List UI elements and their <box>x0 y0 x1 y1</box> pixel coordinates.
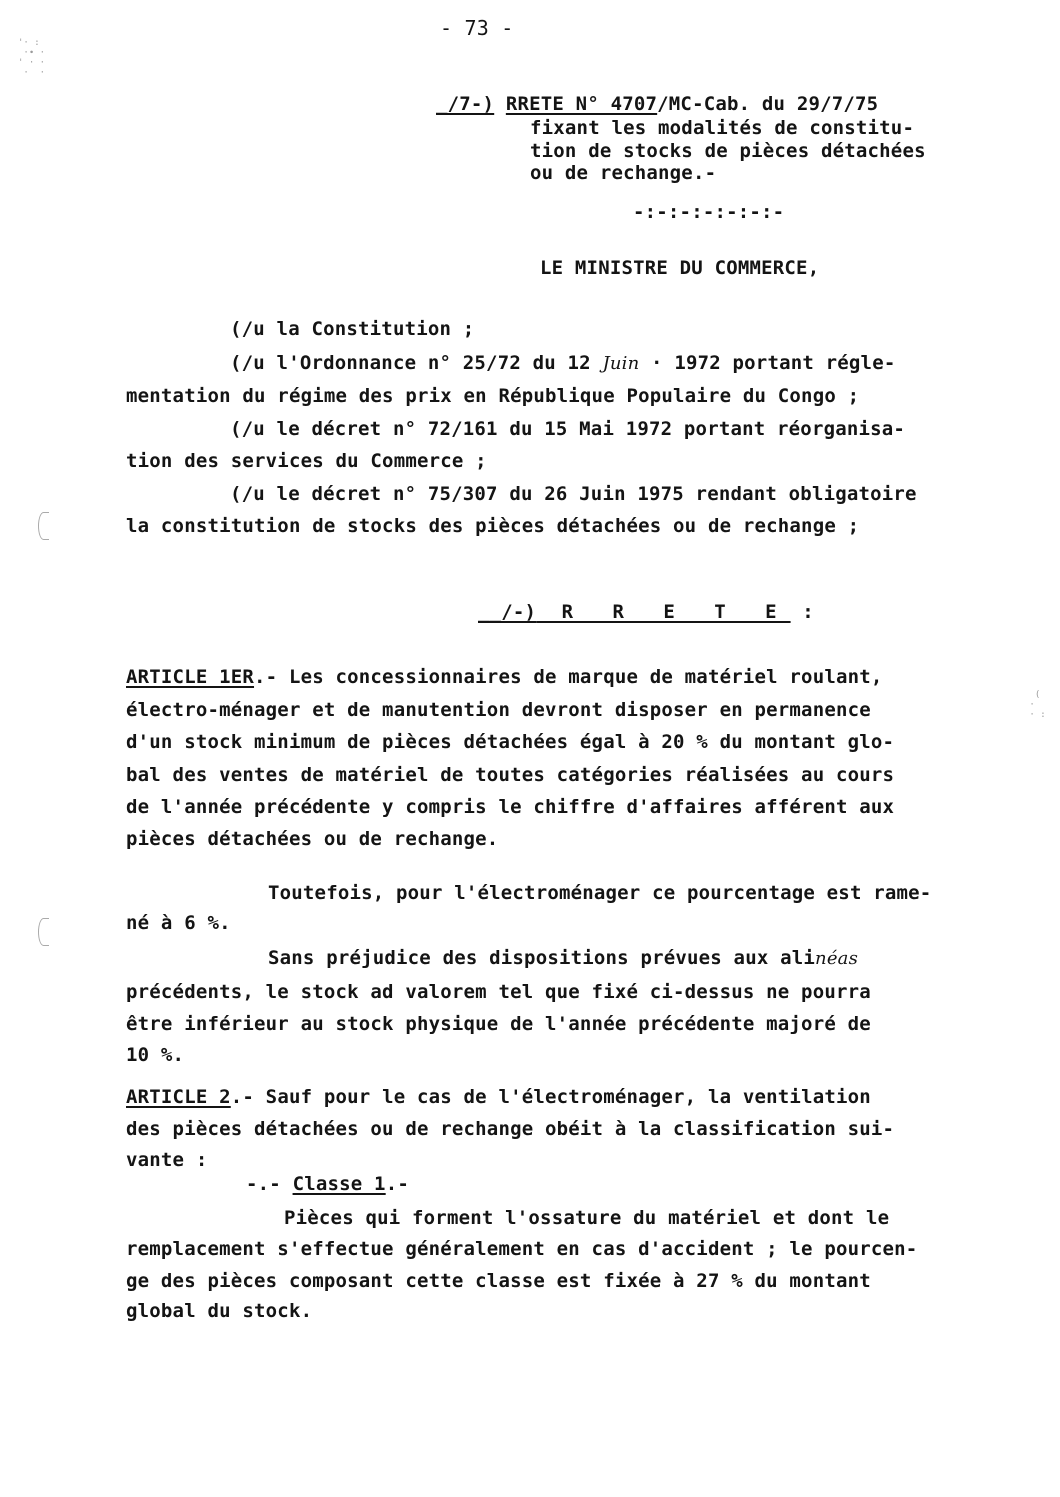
article-1-text: .- Les concessionnaires de marque de matériel roulant, <box>254 666 883 688</box>
article-2-line-1 <box>126 1085 871 1109</box>
article-1-para-2-line-1: Toutefois, pour l'électroménager ce pourcentage est rame- <box>268 882 932 904</box>
article-2-line-2: des pièces détachées ou de rechange obéit à la classification sui- <box>126 1118 895 1140</box>
classe-1-label: Classe 1 <box>292 1173 386 1195</box>
article-1-line-1 <box>126 665 883 689</box>
separator: -:-:-:-:-:-:- <box>633 201 785 223</box>
title-ref: RRETE N° 4707 <box>505 93 658 115</box>
punch-hole-mark <box>38 918 49 946</box>
title-line-3: tion de stocks de pièces détachées <box>530 140 926 162</box>
visa-line-7: la constitution de stocks des pièces détachées ou de rechange ; <box>126 515 860 537</box>
article-1-label: ARTICLE 1ER <box>126 666 255 688</box>
article-1-para-3-line-3: être inférieur au stock physique de l'année précédente majoré de <box>126 1013 871 1035</box>
classe-1-line-2: remplacement s'effectue généralement en cas d'accident ; le pourcen- <box>126 1238 918 1260</box>
article-1-para-3-line-2: précédents, le stock ad valorem tel que fixé ci-dessus ne pourra <box>126 981 871 1003</box>
handwritten-juin: Juin <box>602 353 640 374</box>
page-number: - 73 - <box>440 16 514 40</box>
visa-line-2-rest: · 1972 portant régle- <box>639 352 896 374</box>
title-prefix: _/7-) <box>436 93 495 115</box>
title-line-4: ou de rechange.- <box>530 162 717 184</box>
article-1-para-2-line-2: né à 6 %. <box>126 912 231 934</box>
arrete-colon: : <box>790 601 814 623</box>
visa-line-1: (/u la Constitution ; <box>230 318 475 340</box>
visa-line-2-text: (/u l'Ordonnance n° 25/72 du 12 <box>230 352 603 374</box>
classe-1-suffix: .- <box>385 1173 409 1195</box>
arrete-heading <box>478 600 814 624</box>
classe-1-line-1: Pièces qui forment l'ossature du matériel et dont le <box>284 1207 890 1229</box>
minister-heading: LE MINISTRE DU COMMERCE, <box>540 257 820 279</box>
article-1-line-4: bal des ventes de matériel de toutes catégories réalisées au cours <box>126 764 895 786</box>
article-2-label: ARTICLE 2 <box>126 1086 231 1108</box>
article-1-para-3-line-1 <box>268 946 858 971</box>
article-2-line-3: vante : <box>126 1149 208 1171</box>
scan-speck: ( · · : <box>1029 690 1046 720</box>
classe-1-line-3: ge des pièces composant cette classe est fixée à 27 % du montant <box>126 1270 871 1292</box>
title-line-1 <box>436 92 878 116</box>
classe-1-heading <box>246 1172 409 1196</box>
arrete-text: R R E T E <box>536 601 791 623</box>
arrete-word <box>478 601 791 623</box>
visa-line-5: tion des services du Commerce ; <box>126 450 487 472</box>
article-1-line-6: pièces détachées ou de rechange. <box>126 828 499 850</box>
handwritten-alineas: néas <box>815 948 859 969</box>
visa-line-4: (/u le décret n° 72/161 du 15 Mai 1972 portant réorganisa- <box>230 418 906 440</box>
article-1-para-3-line-4: 10 %. <box>126 1044 185 1066</box>
punch-hole-mark <box>38 512 49 540</box>
article-1-para-3-text: Sans préjudice des dispositions prévues aux ali <box>268 947 816 969</box>
visa-line-2 <box>230 351 895 376</box>
visa-line-6: (/u le décret n° 75/307 du 26 Juin 1975 rendant obligatoire <box>230 483 917 505</box>
article-2-text: .- Sauf pour le cas de l'électroménager, la ventilation <box>230 1086 871 1108</box>
article-1-line-3: d'un stock minimum de pièces détachées égal à 20 % du montant glo- <box>126 731 895 753</box>
title-ref-rest: /MC-Cab. du 29/7/75 <box>657 93 879 115</box>
classe-1-dash: -.- <box>246 1173 293 1195</box>
visa-line-3: mentation du régime des prix en République Populaire du Congo ; <box>126 385 860 407</box>
article-1-line-5: de l'année précédente y compris le chiffre d'affaires afférent aux <box>126 796 895 818</box>
arrete-lead: __/-) <box>478 601 537 623</box>
classe-1-line-4: global du stock. <box>126 1300 313 1322</box>
scan-speck: '· : ·∙ · ' · · · · <box>18 38 46 78</box>
article-1-line-2: électro-ménager et de manutention devront disposer en permanence <box>126 699 871 721</box>
title-line-2: fixant les modalités de constitu- <box>530 117 915 139</box>
